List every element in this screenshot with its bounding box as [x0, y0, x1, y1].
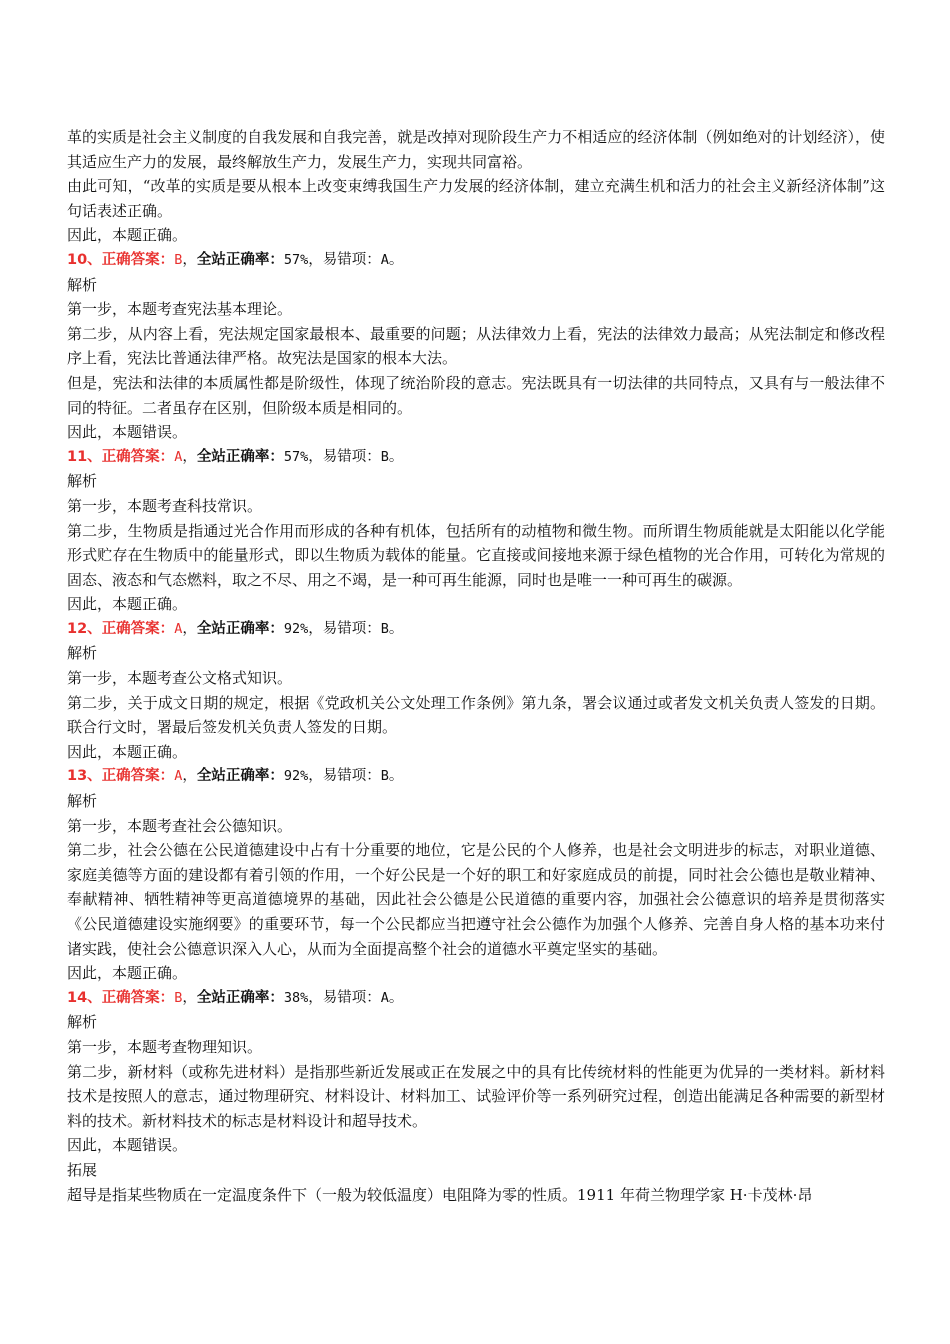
- analysis-paragraph: 第二步，新材料（或称先进材料）是指那些新近发展或正在发展之中的具有比传统材料的性能更为优异的一类材料。新材料技术是按照人的意志，通过物理研究、材料设计、材料加工、试验评价等一系列研究过程，创造出能满足各种需要的新型材料的技术。新材料技术的标志是材料设计和超导技术。: [67, 1062, 885, 1130]
- period: 。: [388, 448, 404, 465]
- correct-answer: A: [174, 620, 183, 637]
- correct-rate: 92%: [283, 768, 309, 785]
- error-label: 易错项：: [322, 448, 381, 465]
- question-header: [67, 248, 885, 273]
- analysis-paragraph: 第一步，本题考查物理知识。: [67, 1037, 263, 1056]
- correct-rate: 38%: [283, 989, 309, 1006]
- extension-heading: 拓展: [67, 1160, 98, 1179]
- question-header: [67, 617, 885, 642]
- error-option: A: [380, 251, 389, 268]
- analysis-paragraph: 第一步，本题考查宪法基本理论。: [67, 300, 293, 319]
- question-number: 10、: [67, 251, 102, 268]
- intro-paragraph: 革的实质是社会主义制度的自我发展和自我完善，就是改掉对现阶段生产力不相适应的经济体制（例如绝对的计划经济），使其适应生产力的发展，最终解放生产力，发展生产力，实现共同富裕。: [67, 128, 885, 171]
- analysis-conclusion: 因此，本题错误。: [67, 423, 188, 442]
- analysis-heading: 解析: [67, 1013, 98, 1032]
- error-option: B: [380, 768, 389, 785]
- analysis-conclusion: 因此，本题正确。: [67, 964, 188, 983]
- separator: ，: [308, 448, 323, 465]
- question-number: 12、: [67, 620, 102, 637]
- analysis-paragraph: 但是，宪法和法律的本质属性都是阶级性，体现了统治阶段的意志。宪法既具有一切法律的共同特点，又具有与一般法律不同的特征。二者虽存在区别，但阶级本质是相同的。: [67, 373, 885, 417]
- correct-rate: 57%: [283, 448, 309, 465]
- analysis-paragraph: 第一步，本题考查社会公德知识。: [67, 816, 293, 835]
- period: 。: [388, 251, 404, 268]
- question-number: 14、: [67, 989, 102, 1006]
- separator: ，: [182, 251, 197, 268]
- period: 。: [388, 620, 404, 637]
- separator: ，: [308, 620, 323, 637]
- error-label: 易错项：: [322, 989, 381, 1006]
- analysis-heading: 解析: [67, 275, 98, 294]
- error-option: B: [380, 620, 389, 637]
- separator: ，: [308, 989, 323, 1006]
- question-number: 11、: [67, 448, 102, 465]
- rate-label: 全站正确率：: [196, 251, 284, 268]
- rate-label: 全站正确率：: [196, 620, 284, 637]
- intro-paragraph: 由此可知，“改革的实质是要从根本上改变束缚我国生产力发展的经济体制，建立充满生机和活力的社会主义新经济体制”这句话表述正确。: [67, 177, 885, 220]
- analysis-paragraph: 第二步，社会公德在公民道德建设中占有十分重要的地位，它是公民的个人修养，也是社会文明进步的标志，对职业道德、家庭美德等方面的建设都有着引领的作用，一个好公民是一个好的职工和好家庭成员的前提，同时社会公德也是敬业精神、奉献精神、牺牲精神等更高道德境界的基础，因此社会公德是公民道德的重要内容，加强社会公德意识的培养是贯彻落实《公民道德建设实施纲要》的重要环节，每一个公民都应当把遵守社会公德作为加强个人修养、完善自身人格的基本功来付诸实践，使社会公德意识深入人心，从而为全面提高整个社会的道德水平奠定坚实的基础。: [67, 841, 885, 958]
- question-header: [67, 445, 885, 470]
- correct-answer: B: [174, 989, 183, 1006]
- answer-label: 正确答案：: [101, 989, 175, 1006]
- analysis-conclusion: 因此，本题错误。: [67, 1136, 188, 1155]
- analysis-conclusion: 因此，本题正确。: [67, 742, 188, 761]
- error-label: 易错项：: [322, 251, 381, 268]
- analysis-conclusion: 因此，本题正确。: [67, 595, 188, 614]
- correct-answer: A: [174, 448, 183, 465]
- error-label: 易错项：: [322, 620, 381, 637]
- document-page: [67, 125, 885, 1207]
- rate-label: 全站正确率：: [196, 768, 284, 785]
- correct-rate: 92%: [283, 620, 309, 637]
- answer-label: 正确答案：: [101, 620, 175, 637]
- period: 。: [388, 989, 404, 1006]
- question-header: [67, 986, 885, 1011]
- separator: ，: [308, 768, 323, 785]
- answer-label: 正确答案：: [101, 768, 175, 785]
- error-option: B: [380, 448, 389, 465]
- separator: ，: [182, 448, 197, 465]
- analysis-paragraph: 第一步，本题考查公文格式知识。: [67, 669, 293, 688]
- separator: ，: [182, 620, 197, 637]
- analysis-heading: 解析: [67, 472, 98, 491]
- separator: ，: [308, 251, 323, 268]
- rate-label: 全站正确率：: [196, 989, 284, 1006]
- error-label: 易错项：: [322, 768, 381, 785]
- analysis-heading: 解析: [67, 792, 98, 811]
- extension-paragraph: 超导是指某些物质在一定温度条件下（一般为较低温度）电阻降为零的性质。1911 年荷兰物理学家 H·卡茂林·昂: [67, 1185, 813, 1204]
- intro-conclusion: 因此，本题正确。: [67, 226, 188, 245]
- separator: ，: [182, 989, 197, 1006]
- correct-answer: B: [174, 251, 183, 268]
- question-header: [67, 764, 885, 789]
- answer-label: 正确答案：: [101, 251, 175, 268]
- period: 。: [388, 768, 404, 785]
- analysis-paragraph: 第二步，生物质是指通过光合作用而形成的各种有机体，包括所有的动植物和微生物。而所谓生物质能就是太阳能以化学能形式贮存在生物质中的能量形式，即以生物质为载体的能量。它直接或间接地来源于绿色植物的光合作用，可转化为常规的固态、液态和气态燃料，取之不尽、用之不竭，是一种可再生能源，同时也是唯一一种可再生的碳源。: [67, 521, 885, 589]
- question-number: 13、: [67, 768, 102, 785]
- correct-answer: A: [174, 768, 183, 785]
- rate-label: 全站正确率：: [196, 448, 284, 465]
- analysis-paragraph: 第一步，本题考查科技常识。: [67, 496, 263, 515]
- correct-rate: 57%: [283, 251, 309, 268]
- analysis-paragraph: 第二步，关于成文日期的规定，根据《党政机关公文处理工作条例》第九条，署会议通过或者发文机关负责人签发的日期。联合行文时，署最后签发机关负责人签发的日期。: [67, 693, 885, 737]
- answer-label: 正确答案：: [101, 448, 175, 465]
- analysis-heading: 解析: [67, 644, 98, 663]
- analysis-paragraph: 第二步，从内容上看，宪法规定国家最根本、最重要的问题；从法律效力上看，宪法的法律效力最高；从宪法制定和修改程序上看，宪法比普通法律严格。故宪法是国家的根本大法。: [67, 324, 885, 368]
- error-option: A: [380, 989, 389, 1006]
- separator: ，: [182, 768, 197, 785]
